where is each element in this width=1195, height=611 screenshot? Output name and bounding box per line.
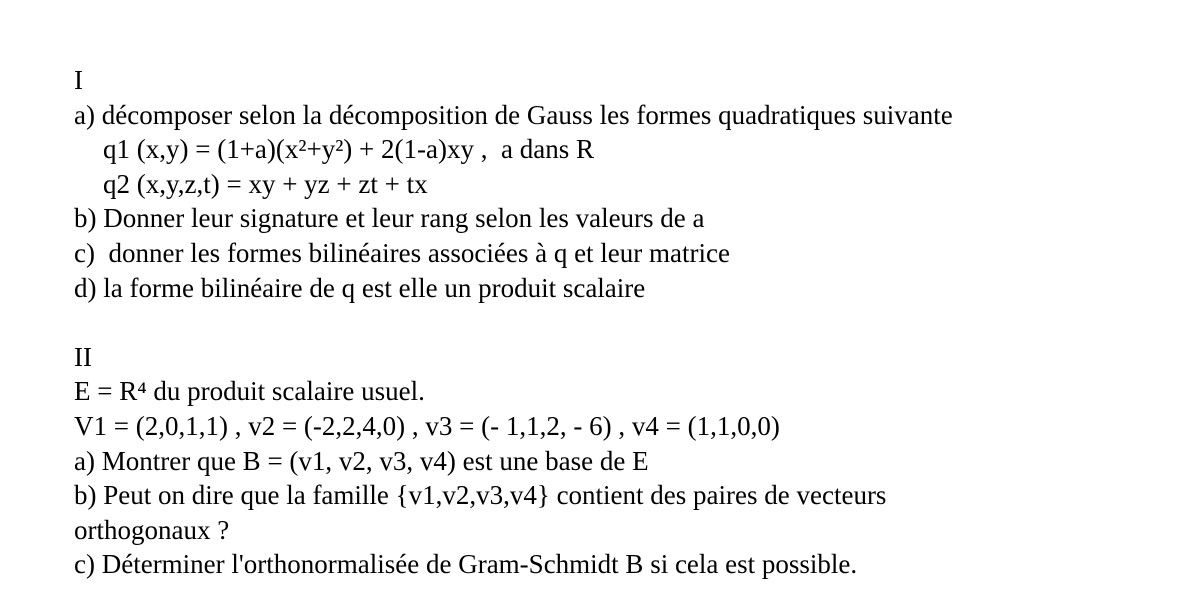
question-2b-continued: orthogonaux ? (74, 514, 230, 545)
section-spacer (74, 305, 1175, 340)
question-1b: b) Donner leur signature et leur rang selon les valeurs de a (74, 203, 705, 234)
question-2a: a) Montrer que B = (v1, v2, v3, v4) est une base de E (74, 445, 649, 476)
question-2c: c) Déterminer l'orthonormalisée de Gram-Schmidt B si cela est possible. (74, 549, 858, 580)
section-2-heading: II (74, 341, 92, 372)
document-body (74, 63, 1175, 582)
question-1a: a) décomposer selon la décomposition de Gauss les formes quadratiques suivante (74, 99, 953, 130)
vectors-definition: V1 = (2,0,1,1) , v2 = (-2,2,4,0) , v3 = (- 1,1,2, - 6) , v4 = (1,1,0,0) (74, 410, 780, 441)
question-1d: d) la forme bilinéaire de q est elle un produit scalaire (74, 272, 646, 303)
question-1c: c) donner les formes bilinéaires associées à q et leur matrice (74, 237, 730, 268)
question-2b: b) Peut on dire que la famille {v1,v2,v3,v4} contient des paires de vecteurs (74, 480, 887, 511)
quadratic-form-q1: q1 (x,y) = (1+a)(x²+y²) + 2(1-a)xy , a dans R (103, 134, 594, 165)
space-definition: E = R⁴ du produit scalaire usuel. (74, 376, 425, 407)
section-1-heading: I (74, 65, 83, 95)
quadratic-form-q2: q2 (x,y,z,t) = xy + yz + zt + tx (103, 168, 428, 199)
